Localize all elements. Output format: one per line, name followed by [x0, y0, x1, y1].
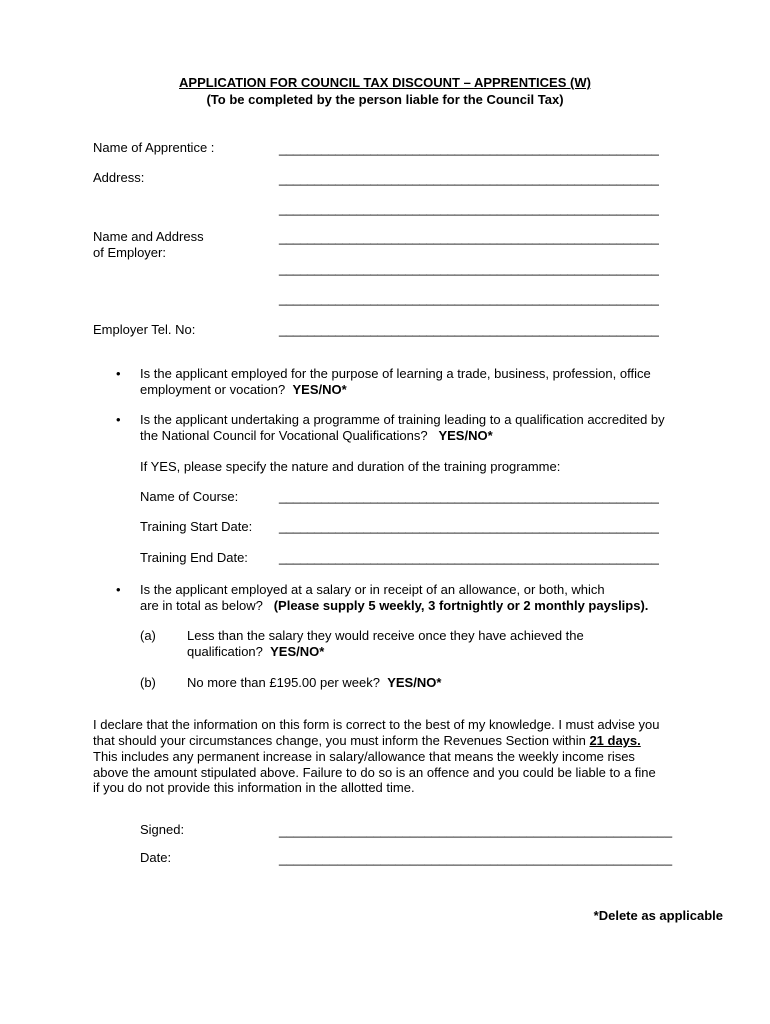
- employer-label-line-2: of Employer:: [93, 245, 166, 260]
- employer-field-line-1[interactable]: ______________________________________________________: [279, 230, 659, 245]
- apprentice-name-label: Name of Apprentice :: [93, 140, 215, 155]
- option-a-answer[interactable]: YES/NO*: [270, 644, 325, 659]
- question-3-line-1: Is the applicant employed at a salary or in receipt of an allowance, or both, which: [140, 582, 605, 597]
- declaration-line-1: I declare that the information on this form is correct to the best of my knowledge. I must advise you: [93, 717, 660, 732]
- option-a-line-1: Less than the salary they would receive once they have achieved the: [187, 628, 584, 643]
- question-1-answer[interactable]: YES/NO*: [292, 382, 347, 397]
- employer-tel-label: Employer Tel. No:: [93, 322, 196, 337]
- address-field-line-2[interactable]: ______________________________________________________: [279, 201, 659, 216]
- apprentice-name-field[interactable]: ______________________________________________________: [279, 141, 659, 156]
- signature-field[interactable]: ______________________________________________________: [279, 823, 673, 838]
- deadline-emphasis: 21 days.: [589, 733, 641, 748]
- form-title: APPLICATION FOR COUNCIL TAX DISCOUNT – APPRENTICES (W): [179, 75, 591, 90]
- option-b-text: No more than £195.00 per week?: [187, 675, 380, 690]
- date-label: Date:: [140, 850, 172, 865]
- question-2-line-1: Is the applicant undertaking a programme of training leading to a qualification accredited by: [140, 412, 665, 427]
- option-b-answer[interactable]: YES/NO*: [387, 675, 442, 690]
- address-label: Address:: [93, 170, 145, 185]
- training-followup-text: If YES, please specify the nature and duration of the training programme:: [140, 459, 561, 474]
- address-field-line-1[interactable]: ______________________________________________________: [279, 171, 659, 186]
- declaration-line-4: above the amount stipulated above. Failure to do so is an offence and you could be liable to a fine: [93, 765, 656, 780]
- declaration-line-2: [93, 733, 641, 749]
- employer-label-line-1: Name and Address: [93, 229, 204, 244]
- date-field[interactable]: ______________________________________________________: [279, 851, 673, 866]
- option-b-line: [187, 675, 441, 691]
- option-a-line-2: [187, 644, 324, 660]
- signed-label: Signed:: [140, 822, 185, 837]
- bullet-icon: •: [116, 412, 121, 427]
- question-2-answer[interactable]: YES/NO*: [438, 428, 493, 443]
- bullet-icon: •: [116, 582, 121, 597]
- question-3-line-2: [140, 598, 648, 614]
- question-3-text: are in total as below?: [140, 598, 263, 613]
- training-start-label: Training Start Date:: [140, 519, 253, 534]
- training-end-label: Training End Date:: [140, 550, 248, 565]
- question-2-text: the National Council for Vocational Qualifications?: [140, 428, 428, 443]
- question-1-line-2: [140, 382, 347, 398]
- bullet-icon: •: [116, 366, 121, 381]
- question-2-line-2: [140, 428, 493, 444]
- declaration-line-3: This includes any permanent increase in salary/allowance that means the weekly income rises: [93, 749, 635, 764]
- declaration-line-5: if you do not provide this information in the allotted time.: [93, 780, 415, 795]
- delete-as-applicable-note: *Delete as applicable: [593, 908, 723, 923]
- employer-field-line-3[interactable]: ______________________________________________________: [279, 291, 659, 306]
- question-1-line-1: Is the applicant employed for the purpose of learning a trade, business, profession, office: [140, 366, 651, 381]
- question-1-text: employment or vocation?: [140, 382, 286, 397]
- training-end-field[interactable]: ______________________________________________________: [279, 550, 659, 565]
- employer-field-line-2[interactable]: ______________________________________________________: [279, 261, 659, 276]
- payslip-note: (Please supply 5 weekly, 3 fortnightly or 2 monthly payslips).: [273, 598, 649, 613]
- course-name-label: Name of Course:: [140, 489, 239, 504]
- option-a-label: (a): [140, 628, 156, 643]
- training-start-field[interactable]: ______________________________________________________: [279, 519, 659, 534]
- form-subtitle: (To be completed by the person liable for the Council Tax): [206, 92, 564, 107]
- declaration-line-2-text: that should your circumstances change, you must inform the Revenues Section within: [93, 733, 586, 748]
- option-b-label: (b): [140, 675, 156, 690]
- course-name-field[interactable]: ______________________________________________________: [279, 489, 659, 504]
- option-a-text: qualification?: [187, 644, 263, 659]
- employer-tel-field[interactable]: ______________________________________________________: [279, 322, 659, 337]
